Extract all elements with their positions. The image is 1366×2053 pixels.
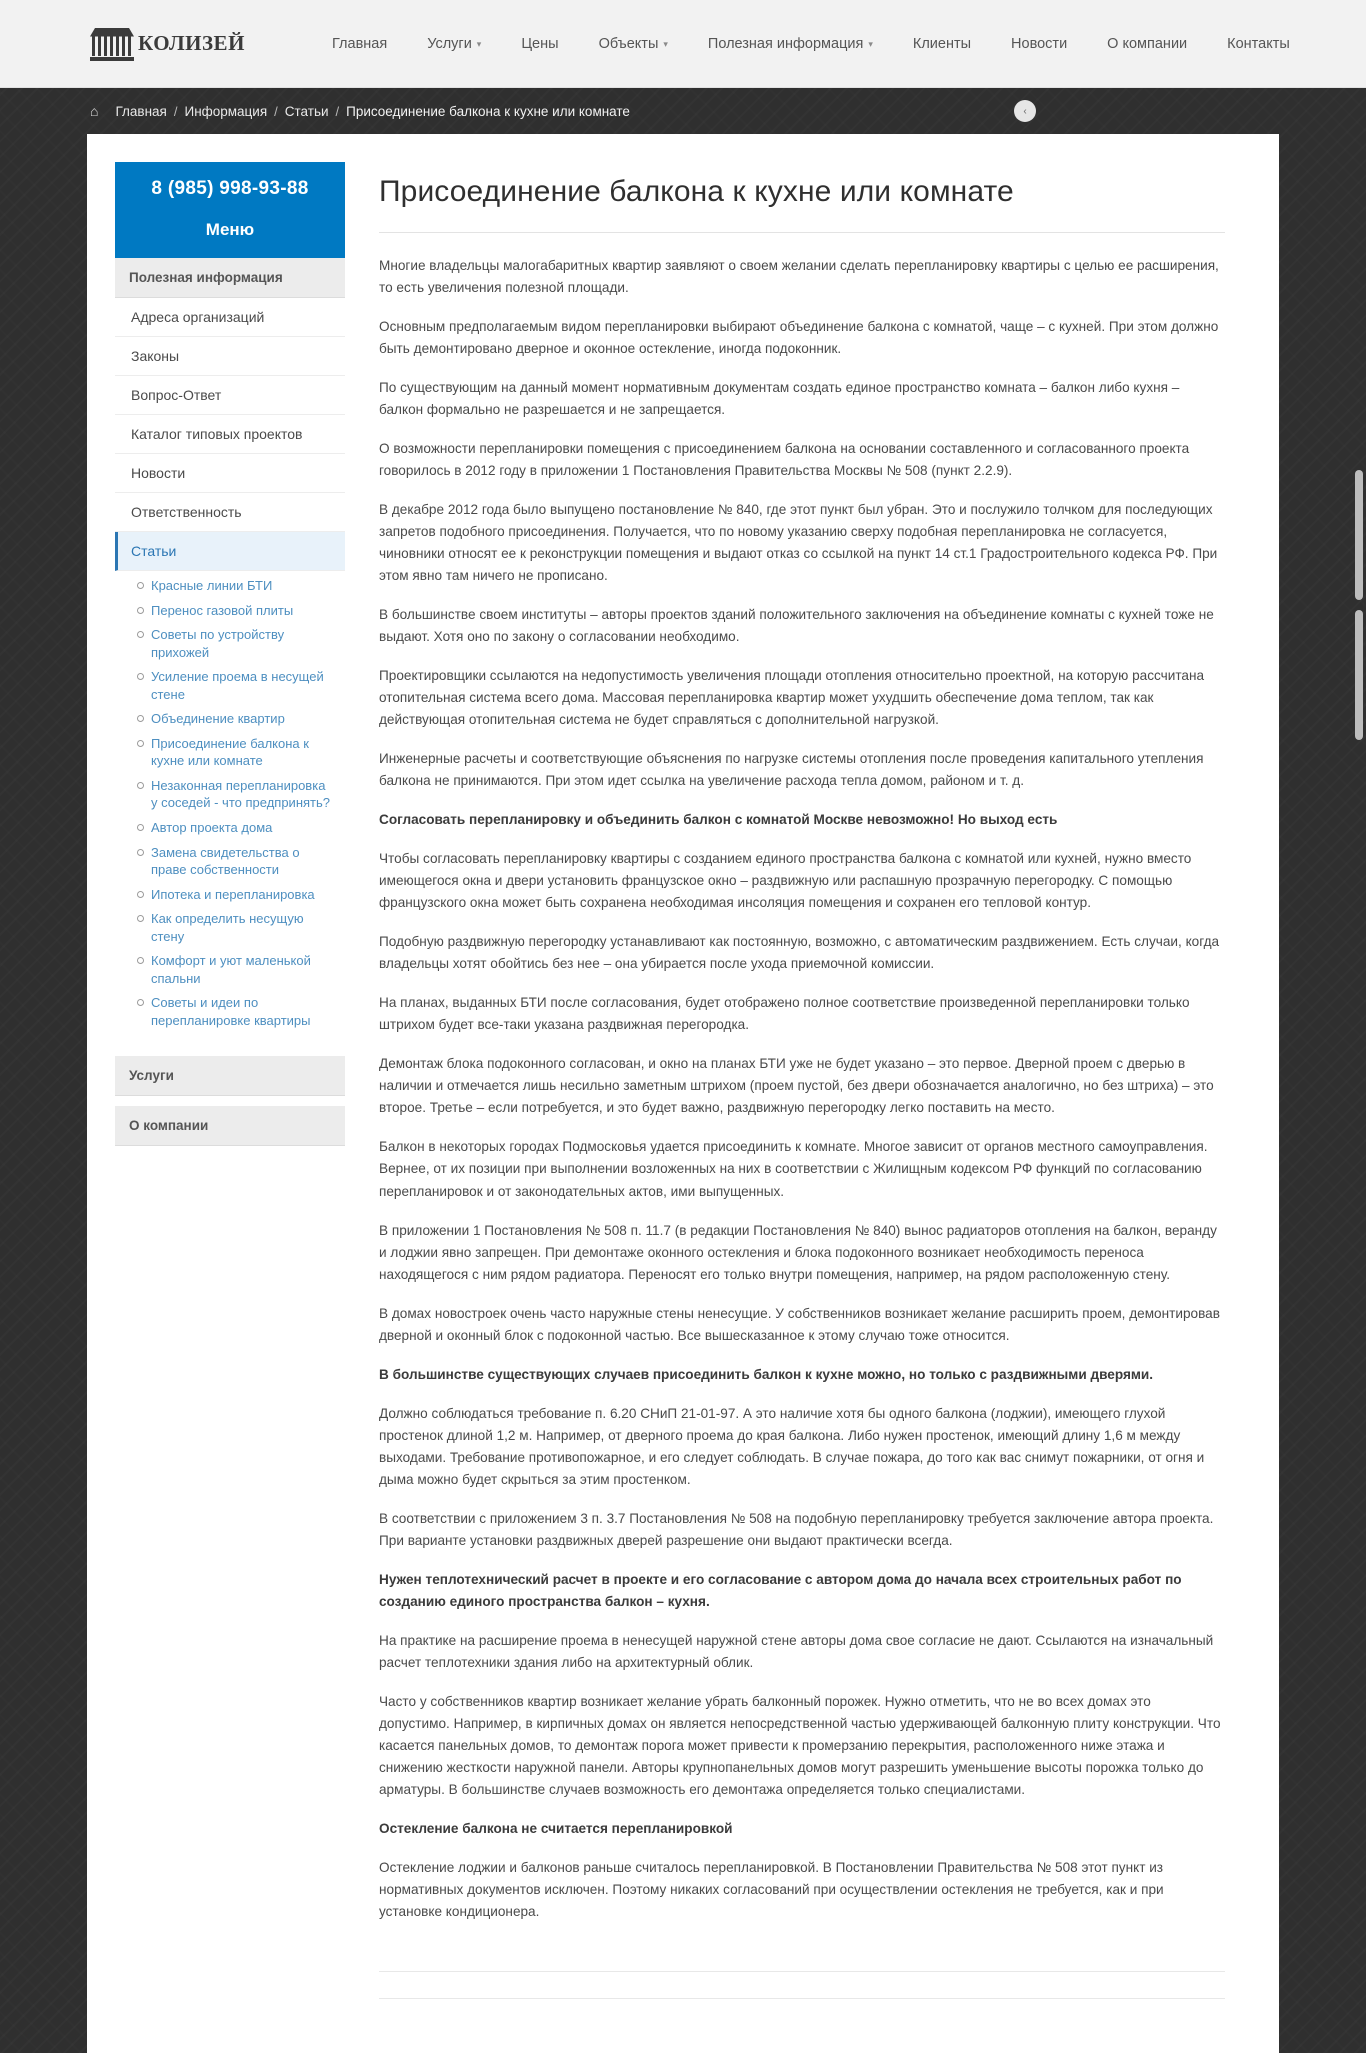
sidebar-section-about[interactable]: О компании — [115, 1106, 345, 1146]
sidebar-item-qa[interactable]: Вопрос-Ответ — [115, 376, 345, 415]
list-item[interactable]: Красные линии БТИ — [137, 577, 335, 595]
paragraph: На практике на расширение проема в ненесущей наружной стене авторы дома свое согласие не дают. Ссылаются на изначальный расчет теплотехники здания либо на архитектурный облик. — [379, 1632, 1214, 1670]
paragraph: Остекление лоджии и балконов раньше считалось перепланировкой. В Постановлении Правительства № 508 этот пункт из нормативных документов исключен. Поэтому никаких согласований при осуществлении остекления не требуется, как и при установке кондиционера. — [379, 1859, 1164, 1919]
breadcrumb-current: Присоединение балкона к кухне или комнате — [346, 103, 630, 119]
breadcrumb-item-home[interactable]: Главная — [115, 103, 167, 119]
paragraph: Инженерные расчеты и соответствующие объяснения по нагрузке системы отопления после проведения капитального утепления балкона не принимаются. При этом идет ссылка на увеличение расхода тепла домом, районом и т. д. — [379, 751, 1204, 789]
sidebar-section-useful-info[interactable]: Полезная информация — [115, 258, 345, 298]
title-divider — [379, 232, 1225, 233]
article-content — [345, 162, 1251, 2025]
list-item[interactable]: Как определить несущую стену — [137, 910, 335, 945]
paragraph-heading: Остекление балкона не считается перепланировкой — [379, 1820, 733, 1836]
paragraph: Балкон в некоторых городах Подмосковья удается присоединить к комнате. Многое зависит от органов местного самоуправления. Вернее, от их позиции при выполнении возложенных на них в соответствии с Жилищным кодексом РФ функций по согласованию перепланировок и от законодательных актов, ими выпущенных. — [379, 1139, 1208, 1199]
paragraph: В соответствии с приложением 3 п. 3.7 Постановления № 508 на подобную перепланировку требуется заключение автора проекта. При варианте установки раздвижных дверей разрешение они выдают практически всегда. — [379, 1510, 1214, 1548]
list-item[interactable]: Автор проекта дома — [137, 819, 335, 837]
nav-label: Новости — [1011, 35, 1068, 52]
nav-label: Цены — [521, 35, 559, 52]
paragraph: Многие владельцы малогабаритных квартир заявляют о своем желании сделать перепланировку квартиры с целью ее расширения, то есть увеличения полезной площади. — [379, 258, 1219, 296]
paragraph: Часто у собственников квартир возникает желание убрать балконный порожек. Нужно отметить, что не во всех домах это допустимо. Например, в кирпичных домах он является непосредственной частью удерживающей балконную плиту конструкции. Что касается панельных домов, то демонтаж порога может привести к промерзанию перекрытия, расположенного ниже этажа и снижению жесткости наружной панели. Авторы крупнопанельных домов могут разрешить уменьшение высоты порожка только до арматуры. В большинстве случаев возможность его демонтажа определяется только специалистами. — [379, 1693, 1221, 1797]
sidebar-item-laws[interactable]: Законы — [115, 337, 345, 376]
divider — [379, 1998, 1225, 1999]
list-item[interactable]: Замена свидетельства о праве собственности — [137, 844, 335, 879]
paragraph: В декабре 2012 года было выпущено постановление № 840, где этот пункт был убран. Это и послужило толчком для последующих запретов подобного присоединения. Получается, что по новому указанию сверху подобная перепланировка не согласуется, чиновники относят ее к реконструкции помещения и выдают отказ со ссылкой на пункт 14 ст.1 Градостроительного кодекса РФ. При этом явно там ничего не прописано. — [379, 502, 1218, 584]
previous-page-button[interactable]: ‹ — [1014, 100, 1036, 122]
site-header — [0, 0, 1366, 88]
nav-label: Услуги — [427, 35, 472, 52]
nav-item-home[interactable] — [312, 26, 407, 62]
nav-label: Клиенты — [912, 35, 972, 52]
sidebar-item-articles[interactable]: Статьи — [115, 532, 345, 571]
list-item[interactable]: Комфорт и уют маленькой спальни — [137, 952, 335, 987]
nav-item-clients[interactable] — [893, 26, 991, 62]
paragraph: Демонтаж блока подоконного согласован, и окно на планах БТИ уже не будет указано – это первое. Дверной проем с дверью в наличии и отмечается лишь несильно заметным штрихом (проем пустой, без двери обозначается аналогично, но без штриха) – это второе. Третье – если потребуется, и это будет важно, раздвижную перегородку легко поставить на место. — [379, 1056, 1214, 1116]
main-navigation — [312, 26, 1310, 62]
list-item[interactable]: Перенос газовой плиты — [137, 602, 335, 620]
list-item[interactable]: Советы и идеи по перепланировке квартиры — [137, 994, 335, 1029]
chevron-down-icon: ▾ — [663, 38, 668, 49]
nav-item-prices[interactable] — [501, 26, 578, 62]
content-card — [87, 134, 1279, 2053]
article-list — [115, 577, 345, 1046]
paragraph: О возможности перепланировки помещения с присоединением балкона на основании составленного и согласованного проекта говорилось в 2012 году в приложении 1 Постановления Правительства Москвы № 508 (пункт 2.2.9). — [379, 441, 1190, 479]
paragraph: Должно соблюдаться требование п. 6.20 СНиП 21-01-97. А это наличие хотя бы одного балкона (лоджии), имеющего глухой простенок длиной 1,2 м. Например, от дверного проема до края балкона. Либо нужен простенок, имеющий длину 1,6 м между выходами. Требование противопожарное, и его следует соблюдать. В случае пожара, до того как вас снимут пожарники, от огня и дыма можно будет скрыться за этим простенком. — [379, 1405, 1205, 1487]
paragraph: Основным предполагаемым видом перепланировки выбирают объединение балкона с комнатой, чаще – с кухней. При этом должно быть демонтировано дверное и оконное остекление, иногда подоконник. — [379, 319, 1219, 357]
list-item[interactable]: Объединение квартир — [137, 710, 335, 728]
chevron-down-icon: ▾ — [476, 38, 482, 49]
nav-item-news[interactable] — [991, 26, 1087, 62]
sidebar-section-services[interactable]: Услуги — [115, 1056, 345, 1096]
sidebar-phone-block — [115, 162, 345, 258]
breadcrumb-item-articles[interactable]: Статьи — [284, 103, 329, 119]
paragraph-heading: Согласовать перепланировку и объединить балкон с комнатой Москве невозможно! Но выход есть — [379, 812, 1058, 828]
paragraph: По существующим на данный момент нормативным документам создать единое пространство комната – балкон либо кухня – балкон формально не разрешается и не запрещается. — [379, 380, 1180, 418]
chevron-down-icon: ▾ — [868, 38, 873, 49]
paragraph: В приложении 1 Постановления № 508 п. 11.7 (в редакции Постановления № 840) вынос радиаторов отопления на балкон, веранду и лоджии явно запрещен. При демонтаже оконного остекления и блока подоконного возникает необходимость переноса находящегося с ним рядом радиатора. Переносят его только внутри помещения, например, на рядом расположенную стену. — [379, 1222, 1217, 1282]
list-item[interactable]: Советы по устройству прихожей — [137, 626, 335, 661]
nav-item-useful-info[interactable] — [688, 26, 893, 62]
paragraph-heading: Нужен теплотехнический расчет в проекте и его согласование с автором дома до начала всех строительных работ по созданию единого пространства балкон – кухня. — [379, 1571, 1182, 1609]
nav-item-objects[interactable] — [579, 26, 688, 62]
nav-item-services[interactable] — [407, 26, 501, 62]
sidebar — [115, 162, 345, 2025]
phone-number[interactable]: 8 (985) 998-93-88 — [151, 178, 309, 199]
paragraph: В большинстве своем институты – авторы проектов зданий положительного заключения на объединение комнаты с кухней тоже не выдают. Хотя оно по закону о согласовании необходимо. — [379, 607, 1214, 645]
breadcrumb-separator: / — [274, 103, 278, 119]
paragraph: Подобную раздвижную перегородку устанавливают как постоянную, возможно, с автоматическим раздвижением. Есть случаи, когда владельцы хотят обойтись без нее – она убирается после ухода приемочной комиссии. — [379, 934, 1220, 972]
breadcrumb-separator: / — [335, 103, 340, 119]
paragraph: Чтобы согласовать перепланировку квартиры с созданием единого пространства балкона с комнатой или кухней, нужно вместо имеющегося окна и двери установить французское окно – раздвижную или распашную прозрачную перегородку. С помощью французского окна может быть сохранена необходимая инсоляция помещения и сохранен его тепловой контур. — [379, 851, 1192, 911]
page-title: Присоединение балкона к кухне или комнате — [379, 175, 1014, 208]
logo-text: КОЛИЗЕЙ — [138, 31, 245, 55]
nav-item-about[interactable] — [1087, 26, 1207, 62]
list-item[interactable]: Ипотека и перепланировка — [137, 886, 335, 904]
nav-item-contacts[interactable] — [1207, 26, 1310, 62]
sidebar-item-addresses[interactable]: Адреса организаций — [115, 298, 345, 337]
colosseum-icon — [90, 24, 134, 64]
sidebar-item-news[interactable]: Новости — [115, 454, 345, 493]
nav-label: О компании — [1107, 35, 1188, 52]
list-item[interactable]: Присоединение балкона к кухне или комнате — [137, 735, 335, 770]
list-item[interactable]: Незаконная перепланировка у соседей - что предпринять? — [137, 777, 335, 812]
home-icon[interactable]: ⌂ — [90, 103, 99, 119]
breadcrumb-item-information[interactable]: Информация — [184, 103, 268, 119]
breadcrumb-bar — [0, 88, 1366, 134]
site-logo[interactable] — [90, 24, 260, 64]
nav-label: Полезная информация — [707, 35, 864, 52]
nav-label: Главная — [332, 35, 388, 52]
breadcrumb — [90, 103, 630, 119]
nav-label: Контакты — [1227, 35, 1290, 52]
breadcrumb-separator: / — [173, 103, 178, 119]
sidebar-item-responsibility[interactable]: Ответственность — [115, 493, 345, 532]
nav-label: Объекты — [598, 35, 659, 52]
article-footer-dividers — [379, 1971, 1225, 1999]
paragraph: На планах, выданных БТИ после согласования, будет отображено полное соответствие произведенной перепланировки только штрихом будет все-таки указана раздвижная перегородка. — [379, 995, 1190, 1033]
paragraph-heading: В большинстве существующих случаев присоединить балкон к кухне можно, но только с раздвижными дверями. — [379, 1366, 1154, 1382]
paragraph: Проектировщики ссылаются на недопустимость увеличения площади отопления относительно проектной, на которую рассчитана отопительная система всего дома. Массовая перепланировка квартир может ухудшить обеспечение дома теплом, так как действующая отопительная система не будет справляться с дополнительной нагрузкой. — [379, 668, 1205, 728]
paragraph: В домах новостроек очень часто наружные стены ненесущие. У собственников возникает желание расширить проем, демонтировав дверной и оконный блок с подоконной частью. Все вышесказанное к этому случаю тоже относится. — [379, 1305, 1220, 1343]
menu-toggle[interactable]: Меню — [205, 220, 255, 239]
list-item[interactable]: Усиление проема в несущей стене — [137, 668, 335, 703]
sidebar-item-catalog[interactable]: Каталог типовых проектов — [115, 415, 345, 454]
